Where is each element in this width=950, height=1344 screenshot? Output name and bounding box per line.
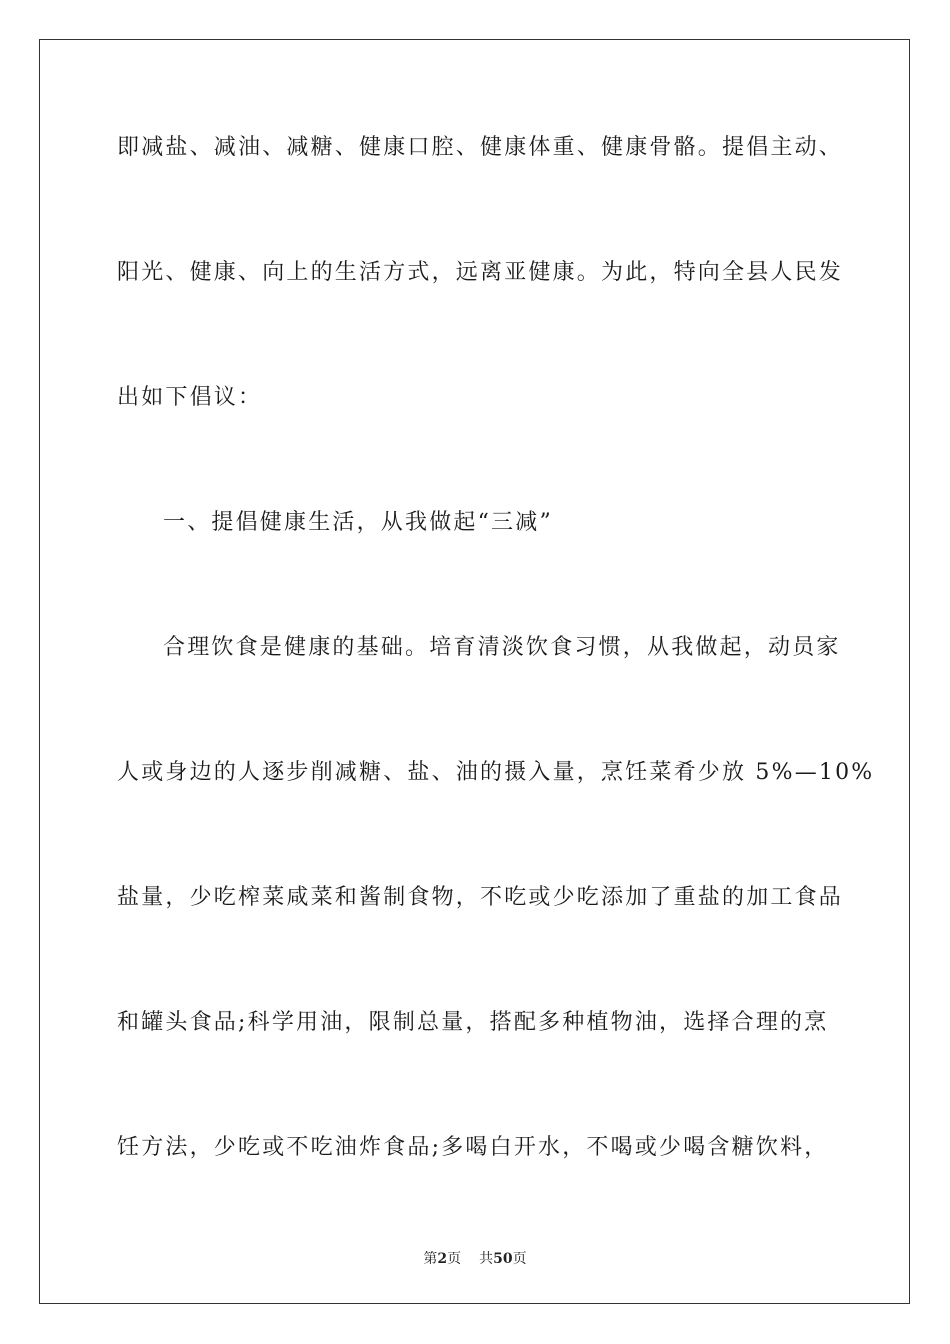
page-number: 2	[437, 1251, 448, 1267]
paragraph-line-2: 阳光、健康、向上的生活方式，远离亚健康。为此，特向全县人民发	[117, 260, 844, 285]
page-border	[39, 39, 910, 1304]
paragraph-line-3: 出如下倡议：	[117, 385, 263, 410]
paragraph-line-7: 盐量，少吃榨菜咸菜和酱制食物，不吃或少吃添加了重盐的加工食品	[117, 885, 844, 910]
paragraph-line-1: 即减盐、减油、减糖、健康口腔、健康体重、健康骨骼。提倡主动、	[117, 135, 844, 160]
page-prefix: 第	[423, 1251, 438, 1267]
paragraph-line-6: 人或身边的人逐步削减糖、盐、油的摄入量，烹饪菜肴少放 5%—10%	[117, 760, 875, 785]
section-heading: 一、提倡健康生活，从我做起“三减”	[163, 510, 553, 535]
paragraph-line-8: 和罐头食品;科学用油，限制总量，搭配多种植物油，选择合理的烹	[117, 1010, 829, 1035]
page-suffix: 页	[447, 1251, 462, 1267]
page-footer	[0, 1248, 950, 1268]
total-suffix: 页	[512, 1251, 527, 1267]
paragraph-line-5: 合理饮食是健康的基础。培育清淡饮食习惯，从我做起，动员家	[163, 635, 841, 660]
paragraph-line-9: 饪方法，少吃或不吃油炸食品;多喝白开水，不喝或少喝含糖饮料，	[117, 1135, 829, 1160]
total-pages: 50	[493, 1251, 513, 1267]
total-prefix: 共	[479, 1251, 494, 1267]
